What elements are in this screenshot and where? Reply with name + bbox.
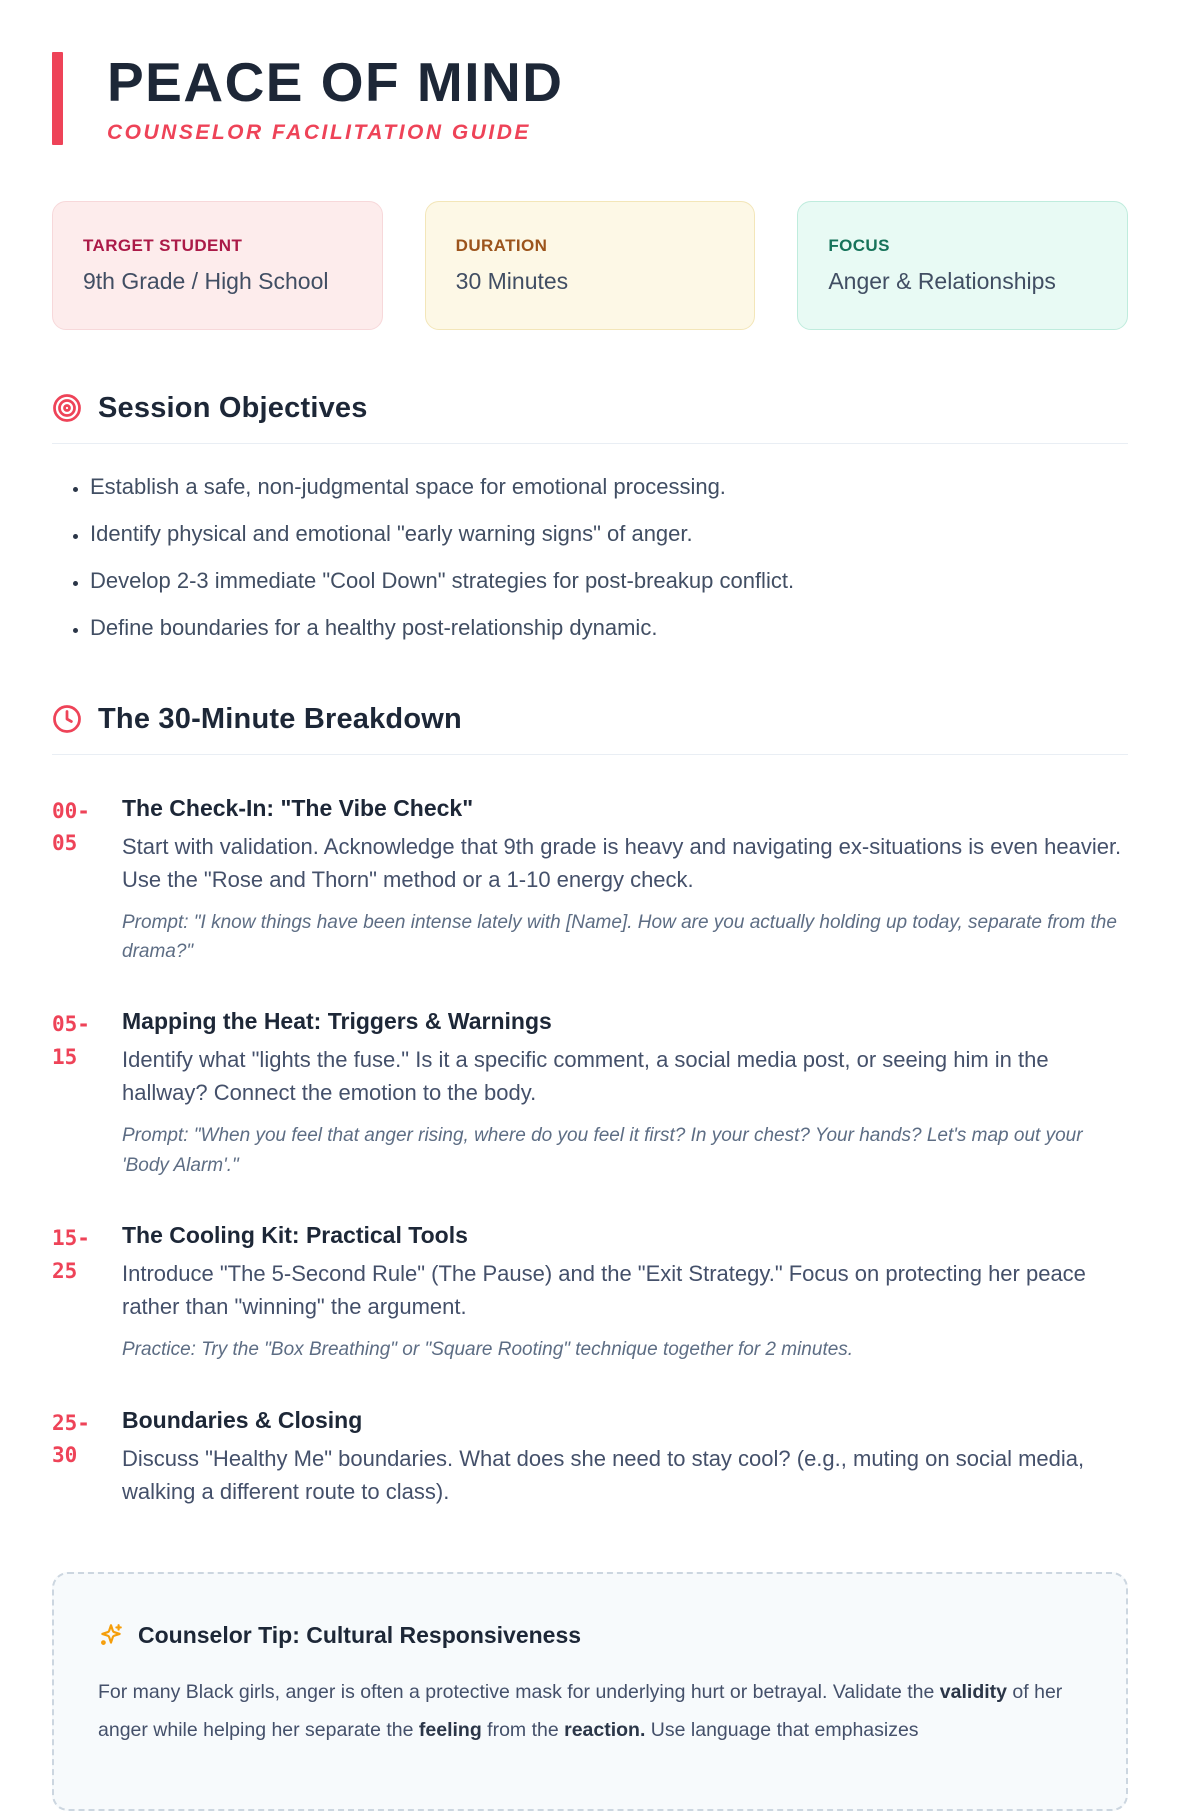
sparkles-icon xyxy=(98,1622,124,1648)
time-range xyxy=(52,1008,104,1180)
item-content xyxy=(122,1222,1128,1364)
item-title: Mapping the Heat: Triggers & Warnings xyxy=(122,1008,552,1035)
time-range xyxy=(52,795,104,967)
card-value: Anger & Relationships xyxy=(828,267,1056,294)
breakdown-section xyxy=(52,703,1128,1508)
page-subtitle: COUNSELOR FACILITATION GUIDE xyxy=(107,120,531,144)
time-start: 00- xyxy=(52,798,90,823)
section-heading xyxy=(52,703,1128,755)
session-objectives-section xyxy=(52,392,1128,641)
item-description: Introduce "The 5-Second Rule" (The Pause) and the "Exit Strategy." Focus on protecting her peace rather than "winning" the argument. xyxy=(122,1261,1086,1320)
objective-item: • Identify physical and emotional "early warning signs" of anger. xyxy=(90,521,1128,547)
header-text xyxy=(107,52,563,145)
card-target-student xyxy=(52,201,383,330)
card-value: 30 Minutes xyxy=(455,267,569,294)
tip-bold-reaction: reaction. xyxy=(564,1718,646,1741)
item-content xyxy=(122,1407,1128,1508)
info-cards xyxy=(52,201,1128,330)
card-focus xyxy=(797,201,1128,330)
breakdown-item xyxy=(52,795,1128,967)
page-title: PEACE OF MIND xyxy=(107,51,564,113)
time-start: 25- xyxy=(52,1410,90,1435)
item-title: Boundaries & Closing xyxy=(122,1406,363,1433)
breakdown-item xyxy=(52,1407,1128,1508)
card-duration xyxy=(425,201,756,330)
tip-body xyxy=(98,1673,1082,1749)
time-range xyxy=(52,1407,104,1508)
time-start: 05- xyxy=(52,1012,90,1037)
time-end: 25 xyxy=(52,1258,78,1283)
card-value: 9th Grade / High School xyxy=(83,267,329,294)
counselor-tip-box xyxy=(52,1572,1128,1811)
tip-bold-feeling: feeling xyxy=(418,1718,482,1741)
breakdown-list xyxy=(52,795,1128,1508)
time-end: 15 xyxy=(52,1044,78,1069)
time-end: 30 xyxy=(52,1443,78,1468)
objectives-list xyxy=(90,474,1128,641)
time-range xyxy=(52,1222,104,1364)
item-description: Identify what "lights the fuse." Is it a specific comment, a social media post, or seeing him in the hallway? Connect the emotion to the body. xyxy=(122,1047,1049,1106)
tip-text: from the xyxy=(481,1718,565,1741)
item-content xyxy=(122,1008,1128,1180)
breakdown-item xyxy=(52,1222,1128,1364)
section-title: Session Objectives xyxy=(98,391,368,424)
section-heading xyxy=(52,392,1128,444)
time-end: 05 xyxy=(52,831,78,856)
objective-item: • Develop 2-3 immediate "Cool Down" strategies for post-breakup conflict. xyxy=(90,568,1128,594)
item-prompt: Prompt: "I know things have been intense lately with [Name]. How are you actually holding up today, separate from the drama?" xyxy=(122,911,1117,962)
item-description: Discuss "Healthy Me" boundaries. What does she need to stay cool? (e.g., muting on social media, walking a different route to class). xyxy=(122,1445,1085,1504)
target-icon xyxy=(52,393,82,423)
tip-bold-validity: validity xyxy=(939,1680,1007,1703)
section-title: The 30-Minute Breakdown xyxy=(98,702,462,735)
card-label: FOCUS xyxy=(828,235,890,255)
tip-heading xyxy=(98,1622,1082,1649)
objective-item: • Establish a safe, non-judgmental space for emotional processing. xyxy=(90,474,1128,500)
item-content xyxy=(122,795,1128,967)
tip-text: Use language that emphasizes xyxy=(645,1718,919,1741)
item-practice: Practice: Try the "Box Breathing" or "Square Rooting" technique together for 2 minutes. xyxy=(122,1339,854,1361)
clock-icon xyxy=(52,704,82,734)
card-label: TARGET STUDENT xyxy=(83,235,243,255)
tip-title: Counselor Tip: Cultural Responsiveness xyxy=(138,1621,582,1648)
tip-text: For many Black girls, anger is often a protective mask for underlying hurt or betrayal. Validate the xyxy=(98,1680,940,1703)
breakdown-item xyxy=(52,1008,1128,1180)
tip-text: of her anger while helping her separate the xyxy=(98,1680,1063,1741)
time-start: 15- xyxy=(52,1226,90,1251)
objective-item: • Define boundaries for a healthy post-relationship dynamic. xyxy=(90,615,1128,641)
header-accent-bar xyxy=(52,52,63,145)
item-title: The Check-In: "The Vibe Check" xyxy=(122,794,474,821)
item-prompt: Prompt: "When you feel that anger rising, where do you feel it first? In your chest? Your hands? Let's map out your 'Body Alarm'." xyxy=(122,1125,1083,1176)
item-description: Start with validation. Acknowledge that 9th grade is heavy and navigating ex-situations is even heavier. Use the "Rose and Thorn" method or a 1-10 energy check. xyxy=(122,833,1122,892)
item-title: The Cooling Kit: Practical Tools xyxy=(122,1222,468,1249)
card-label: DURATION xyxy=(455,235,548,255)
header xyxy=(52,52,1128,145)
